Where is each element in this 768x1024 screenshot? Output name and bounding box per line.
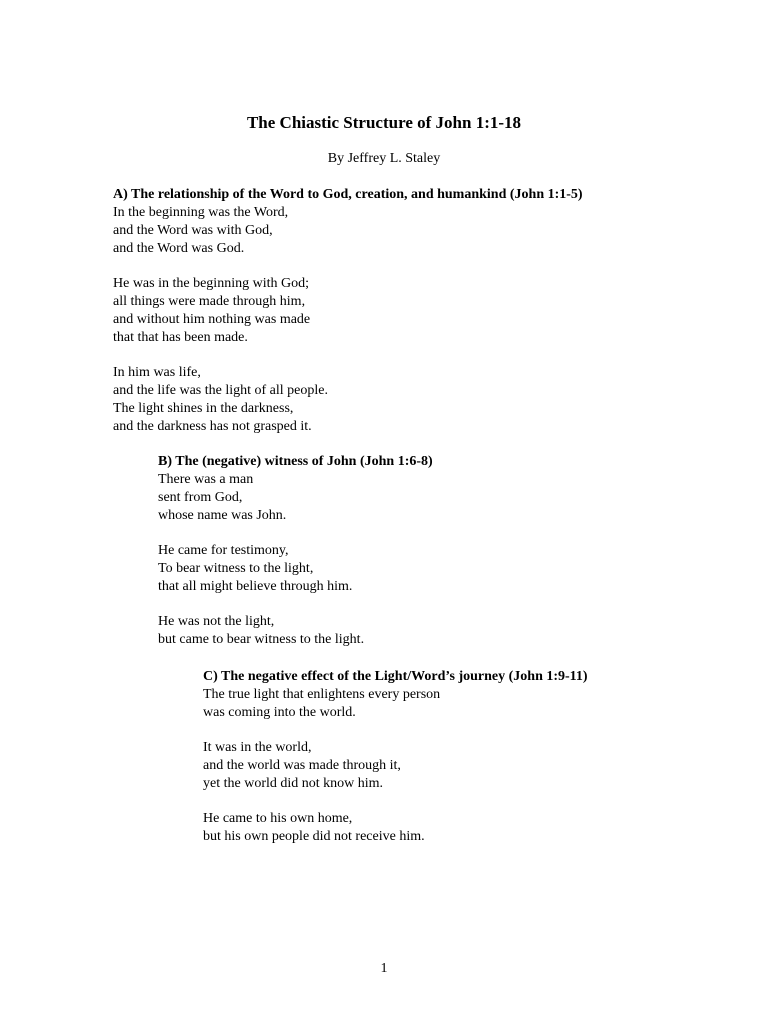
stanza xyxy=(158,613,433,649)
stanza xyxy=(158,542,433,596)
verse-line: The light shines in the darkness, xyxy=(113,401,294,416)
document-title: The Chiastic Structure of John 1:1-18 xyxy=(246,113,522,132)
verse-line: sent from God, xyxy=(158,490,243,505)
verse-line: and the Word was God. xyxy=(113,241,245,256)
verse-line: It was in the world, xyxy=(203,740,312,755)
stanza xyxy=(158,471,433,525)
stanza xyxy=(203,739,588,793)
section-c xyxy=(203,668,588,863)
section-a-heading: A) The relationship of the Word to God, creation, and humankind (John 1:1-5) xyxy=(113,187,583,202)
verse-line: whose name was John. xyxy=(158,508,287,523)
stanza xyxy=(203,810,588,846)
verse-line: but his own people did not receive him. xyxy=(203,829,425,844)
section-c-heading: C) The negative effect of the Light/Word’s journey (John 1:9-11) xyxy=(203,669,588,684)
section-a xyxy=(113,186,583,453)
stanza xyxy=(113,204,583,258)
verse-line: all things were made through him, xyxy=(113,294,306,309)
verse-line: In the beginning was the Word, xyxy=(113,205,289,220)
section-b-heading: B) The (negative) witness of John (John 1:6-8) xyxy=(158,454,433,469)
verse-line: He was not the light, xyxy=(158,614,275,629)
stanza xyxy=(113,364,583,436)
page-number: 1 xyxy=(380,961,388,976)
verse-line: He came for testimony, xyxy=(158,543,289,558)
verse-line: and without him nothing was made xyxy=(113,312,311,327)
verse-line: He was in the beginning with God; xyxy=(113,276,309,291)
verse-line: and the world was made through it, xyxy=(203,758,401,773)
verse-line: was coming into the world. xyxy=(203,705,356,720)
verse-line: that that has been made. xyxy=(113,330,248,345)
stanza xyxy=(203,686,588,722)
verse-line: and the darkness has not grasped it. xyxy=(113,419,312,434)
verse-line: that all might believe through him. xyxy=(158,579,353,594)
verse-line: and the life was the light of all people. xyxy=(113,383,328,398)
verse-line: To bear witness to the light, xyxy=(158,561,314,576)
verse-line: He came to his own home, xyxy=(203,811,353,826)
stanza xyxy=(113,275,583,347)
verse-line: but came to bear witness to the light. xyxy=(158,632,365,647)
document-author: By Jeffrey L. Staley xyxy=(327,151,441,166)
verse-line: yet the world did not know him. xyxy=(203,776,384,791)
verse-line: There was a man xyxy=(158,472,254,487)
verse-line: and the Word was with God, xyxy=(113,223,273,238)
section-b xyxy=(158,453,433,666)
verse-line: The true light that enlightens every person xyxy=(203,687,441,702)
verse-line: In him was life, xyxy=(113,365,201,380)
